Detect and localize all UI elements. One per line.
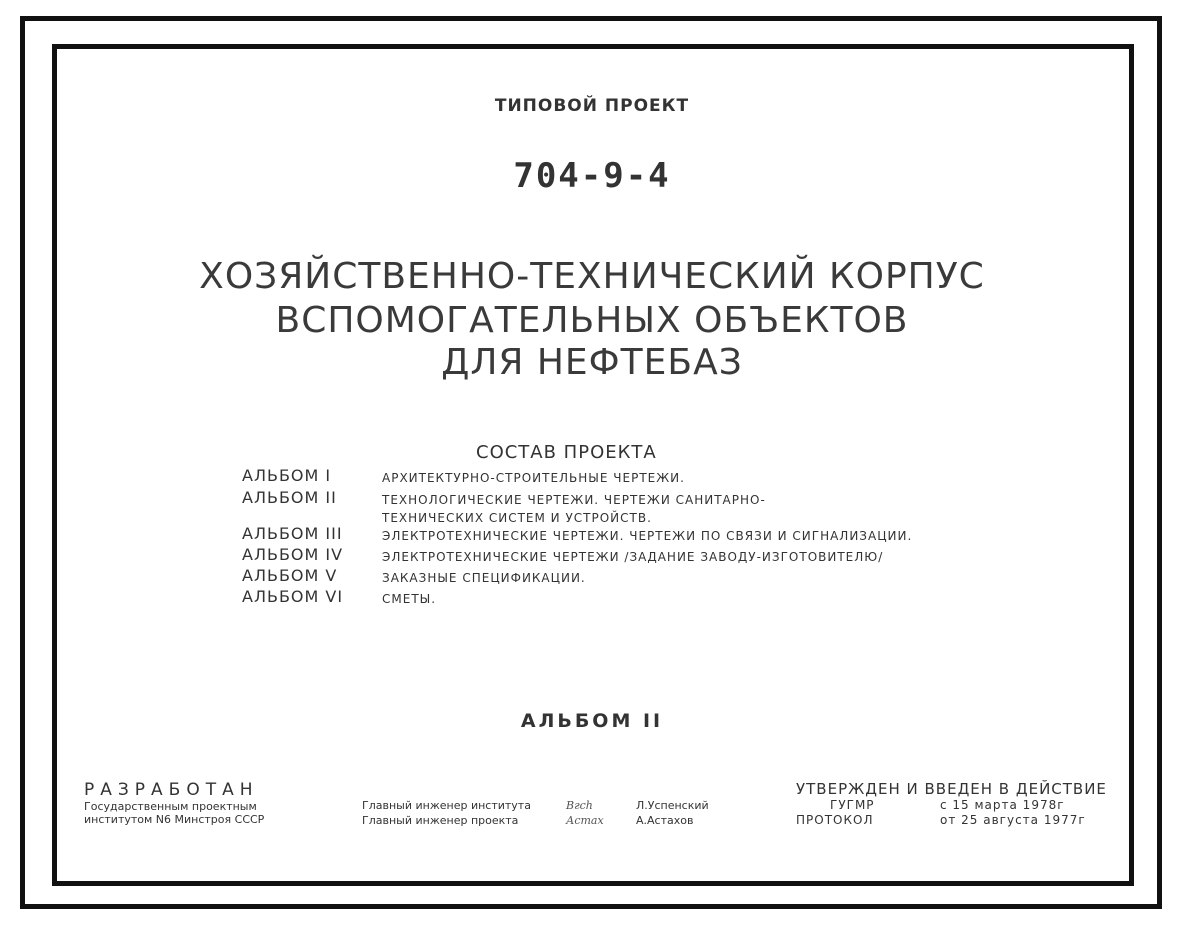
developer-block: [84, 780, 264, 826]
signature: Вгсh: [566, 799, 593, 812]
list-item: [242, 545, 922, 566]
engineer-role: Главный инженер проекта: [362, 814, 519, 827]
current-album-label: АЛЬБОМ II: [520, 710, 664, 732]
album-description: ТЕХНОЛОГИЧЕСКИЕ ЧЕРТЕЖИ. ЧЕРТЕЖИ САНИТАРНО-ТЕХНИЧЕСКИХ СИСТЕМ И УСТРОЙСТВ.: [382, 493, 766, 525]
album-description: ЭЛЕКТРОТЕХНИЧЕСКИЕ ЧЕРТЕЖИ /ЗАДАНИЕ ЗАВОДУ-ИЗГОТОВИТЕЛЮ/: [382, 550, 884, 564]
list-item: [242, 488, 922, 524]
developer-line-1: Государственным проектным: [84, 800, 257, 813]
album-list: [242, 466, 922, 608]
signature: Астах: [566, 814, 604, 827]
list-item: [242, 566, 922, 587]
album-name: АЛЬБОМ V: [242, 566, 338, 585]
engineer-role: Главный инженер института: [362, 799, 531, 812]
project-code: 704-9-4: [513, 156, 671, 196]
approval-title: УТВЕРЖДЕН И ВВЕДЕН В ДЕЙСТВИЕ: [796, 780, 1107, 798]
engineers-block: [362, 798, 709, 828]
approval-block: [796, 780, 1107, 828]
album-description: СМЕТЫ.: [382, 592, 437, 606]
approval-org: ГУГМР: [830, 798, 875, 812]
album-name: АЛЬБОМ I: [242, 466, 332, 485]
album-description: ЭЛЕКТРОТЕХНИЧЕСКИЕ ЧЕРТЕЖИ. ЧЕРТЕЖИ ПО СВЯЗИ И СИГНАЛИЗАЦИИ.: [382, 529, 913, 543]
album-name: АЛЬБОМ II: [242, 488, 337, 507]
list-item: [242, 587, 922, 608]
title-line-2: ВСПОМОГАТЕЛЬНЫХ ОБЪЕКТОВ: [275, 300, 909, 341]
album-description: АРХИТЕКТУРНО-СТРОИТЕЛЬНЫЕ ЧЕРТЕЖИ.: [382, 471, 685, 485]
engineer-row: [362, 813, 709, 828]
project-type-label: ТИПОВОЙ ПРОЕКТ: [494, 96, 690, 116]
title-line-1: ХОЗЯЙСТВЕННО-ТЕХНИЧЕСКИЙ КОРПУС: [199, 256, 985, 297]
album-name: АЛЬБОМ III: [242, 524, 343, 543]
contents-heading: СОСТАВ ПРОЕКТА: [476, 442, 657, 463]
album-name: АЛЬБОМ IV: [242, 545, 344, 564]
list-item: [242, 524, 922, 545]
title-line-3: ДЛЯ НЕФТЕБАЗ: [441, 342, 743, 383]
engineer-name: Л.Успенский: [636, 799, 709, 812]
protocol-label: ПРОТОКОЛ: [796, 813, 874, 827]
album-name: АЛЬБОМ VI: [242, 587, 344, 606]
approval-date-row: [796, 798, 1107, 813]
engineer-row: [362, 798, 709, 813]
approval-date: с 15 марта 1978г: [940, 798, 1065, 812]
protocol-row: [796, 813, 1107, 828]
developer-line-2: институтом N6 Минстроя СССР: [84, 813, 265, 826]
protocol-date: от 25 августа 1977г: [940, 813, 1086, 827]
developer-title: РАЗРАБОТАН: [84, 780, 259, 800]
engineer-name: А.Астахов: [636, 814, 694, 827]
list-item: [242, 466, 922, 488]
album-description: ЗАКАЗНЫЕ СПЕЦИФИКАЦИИ.: [382, 571, 586, 585]
